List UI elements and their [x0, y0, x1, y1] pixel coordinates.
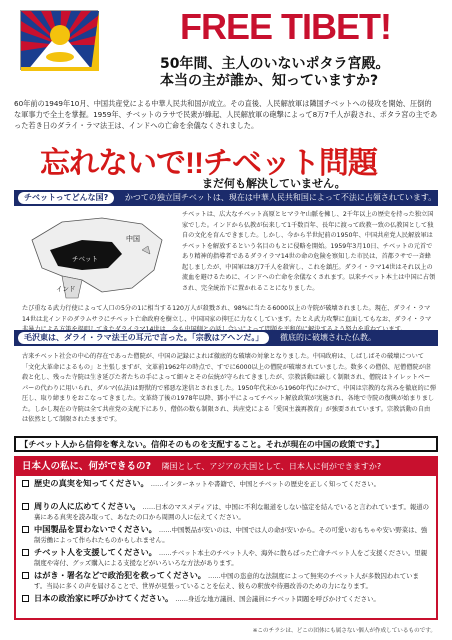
action-box — [14, 456, 438, 620]
item-desc: ……日本のマスメディアは、中国に不利な報道をしない協定を結んでいると言われています。報道の裏にある真実を読み取って、あなたの口から周囲の人に伝えてください。 — [34, 503, 430, 521]
headline-sub: まだ何も解決していません。 — [202, 177, 346, 190]
checkbox-icon — [22, 595, 29, 602]
item-title: 中国製品を買わないでください。 — [34, 524, 157, 534]
section2-bar — [14, 330, 438, 346]
section1-bar — [14, 190, 438, 206]
item-desc: ……インターネットや書籍で、中国とチベットの歴史を正しく知ってください。 — [150, 480, 381, 488]
slogan: 【チベット人から信仰を奪えない。信仰そのものを支配すること。それが現在の中国の政策です。】 — [14, 436, 438, 452]
subtitle-line-1: 50年間、主人のいないポタラ宮殿。 — [160, 56, 390, 72]
section1-desc: かつての独立国チベットは、現在は中華人民共和国によって不法に占領されています。 — [124, 193, 437, 202]
section1-body-full: たび重なる武力行使によって人口の5分の1に相当する120万人が殺戮され、98%に当たる6000以上の寺院が破壊されました。現在、ダライ・ラマ14世は北インドのダラムサラにチベット亡命政府を樹立し、中国国家の抑圧に力なくしています。たとえ武力攻撃に直面してもなお、ダライ・ラマ — [22, 305, 432, 323]
checkbox-icon — [22, 480, 29, 487]
item-desc: ……チベット本土のチベット人や、海外に散らばった亡命チベット人をご支援ください。里親制度や寄付、グッズ購入による支援などがいろいろな方法があります。 — [34, 549, 428, 567]
item-desc: ……中国製品が安いのは、中国では人の命が安いから。その可愛いおもちゃや安い野菜は、強制労働によって作られたものかもしれません。 — [34, 526, 428, 544]
item-title: 歴史の真実を知ってください。 — [34, 478, 149, 488]
list-item — [16, 568, 436, 591]
intro-text: 60年前の1949年10月、中国共産党による中華人民共和国が成立。その直後、人民解放軍は隣国チベットへの侵攻を開始、圧倒的な軍事力で全土を掌握。1959年、チベットのラサで民衆が蜂起、人民解放軍の砲撃によって8万7千人が殺され、ポタラ宮の主であった若き日のダライ・ラマ法王は、インドへの亡命を余儀なくされました。 — [14, 99, 438, 130]
item-title: チベット人を支援してください。 — [34, 547, 157, 557]
section2-desc: 徹底的に破壊された仏教。 — [279, 333, 376, 342]
section1-label: チベットってどんな国? — [18, 192, 114, 204]
checkbox-icon — [22, 549, 29, 556]
action-header — [16, 458, 436, 476]
list-item — [16, 499, 436, 522]
map-label-china: 中国 — [126, 235, 140, 243]
subtitle — [160, 56, 389, 90]
item-desc: ……身近な地方議員、国会議員にチベット問題を呼びかけてください。 — [175, 595, 380, 603]
map-label-tibet: チベット — [72, 255, 98, 263]
headline: 忘れないで!!チベット問題 — [40, 147, 377, 180]
map — [22, 210, 172, 300]
page-title: FREE TIBET! — [180, 6, 391, 47]
action-title: 日本人の私に、何ができるの? — [22, 461, 152, 472]
tibetan-flag-icon — [20, 10, 98, 70]
section2-label: 毛沢東は、ダライ・ラマ法王の耳元で言った。「宗教はアヘンだ。」 — [18, 332, 269, 344]
action-desc: 隣国として、アジアの大国として、日本人に何ができますか? — [161, 462, 382, 471]
item-title: 日本の政治家に呼びかけてください。 — [34, 593, 174, 603]
subtitle-line-2: 本当の主が誰か、知っていますか? — [160, 73, 379, 89]
checkbox-icon — [22, 526, 29, 533]
list-item — [16, 476, 436, 499]
list-item — [16, 522, 436, 545]
section1-body-right: チベットは、広大なチベット高原とヒマラヤ山脈を擁し、2千年以上の歴史を持った独立国家でした。インドから仏教が伝来して1千数百年、長年に渡って政教一致の仏教国として独自の文化を育んできました。しかし、今から半世紀前の1950年、中国共産党人民解放軍はチベットを解放するという名目のもとに侵略を開始。1959年3月10日、チベットの元首であり精神的指導者であるダライラマ14世の命の危険を察知した市民は、首都ラサで一斉蜂起しましたが、中国軍は8万7千人を殺害し、これを鎮圧。ダライ・ラマ14世はそれ以上の流血を避けるために、インドへの亡命を余儀なくされます。以来チベット本土は中国に占領され、完全統治下に置かれることになりました。 — [182, 211, 436, 292]
header — [14, 6, 438, 96]
list-item — [16, 591, 436, 614]
section2-body: 古来チベット社会の中心的存在であった僧院が、中国の記録によれば徹底的な破壊の対象となりました。中国政府は、しばしばその破壊について「文化大革命によるもの」と主張しますが、文革前1962年の時点で、すでに6000以上の僧院が破壊されていました。数多くの僧侶、尼僧僧院が虐殺と化し、残った寺院は生き延びた者たちの手によって細々とその伝統が守られてきましたが、宗教活動は厳しく制限され、僧院はトイレットペーパーの代わりに用いられ、ダルマ(仏法)は野獣的で邪悪な迷信とされました。1950年代末から1960年代にかけて、中国は宗教的な営みを徹底的に弾圧し、取り締まりをおこなってきました。文革終了後の1978年以降、鄧小平によってチベット解放政策が実施され、各地で寺院の復興が始まりました。しかし現在の寺院は全て共産党の支配下にあり、僧侶の数も制限され、共産党による「愛国主義再教育」が強要されています。宗教活動の自由は依然として制限されたままです。 — [22, 353, 437, 423]
checkbox-icon — [22, 503, 29, 510]
item-title: 周りの人に広めてください。 — [34, 501, 141, 511]
list-item — [16, 545, 436, 568]
map-label-india: インド — [56, 285, 76, 293]
footer-note: ※このチラシは、どこの団体にも属さない個人が作成しているものです。 — [252, 628, 436, 634]
item-desc: ……中国の恣意的な法制度によって無実のチベット人が多数囚われています。当局に多くの声を届けることで、世界が見張っていることを伝え、彼らの釈放や待遇改善のための力になります。 — [34, 572, 419, 590]
item-title: はがき・署名などで政治犯を救ってください。 — [34, 570, 206, 580]
checkbox-icon — [22, 572, 29, 579]
